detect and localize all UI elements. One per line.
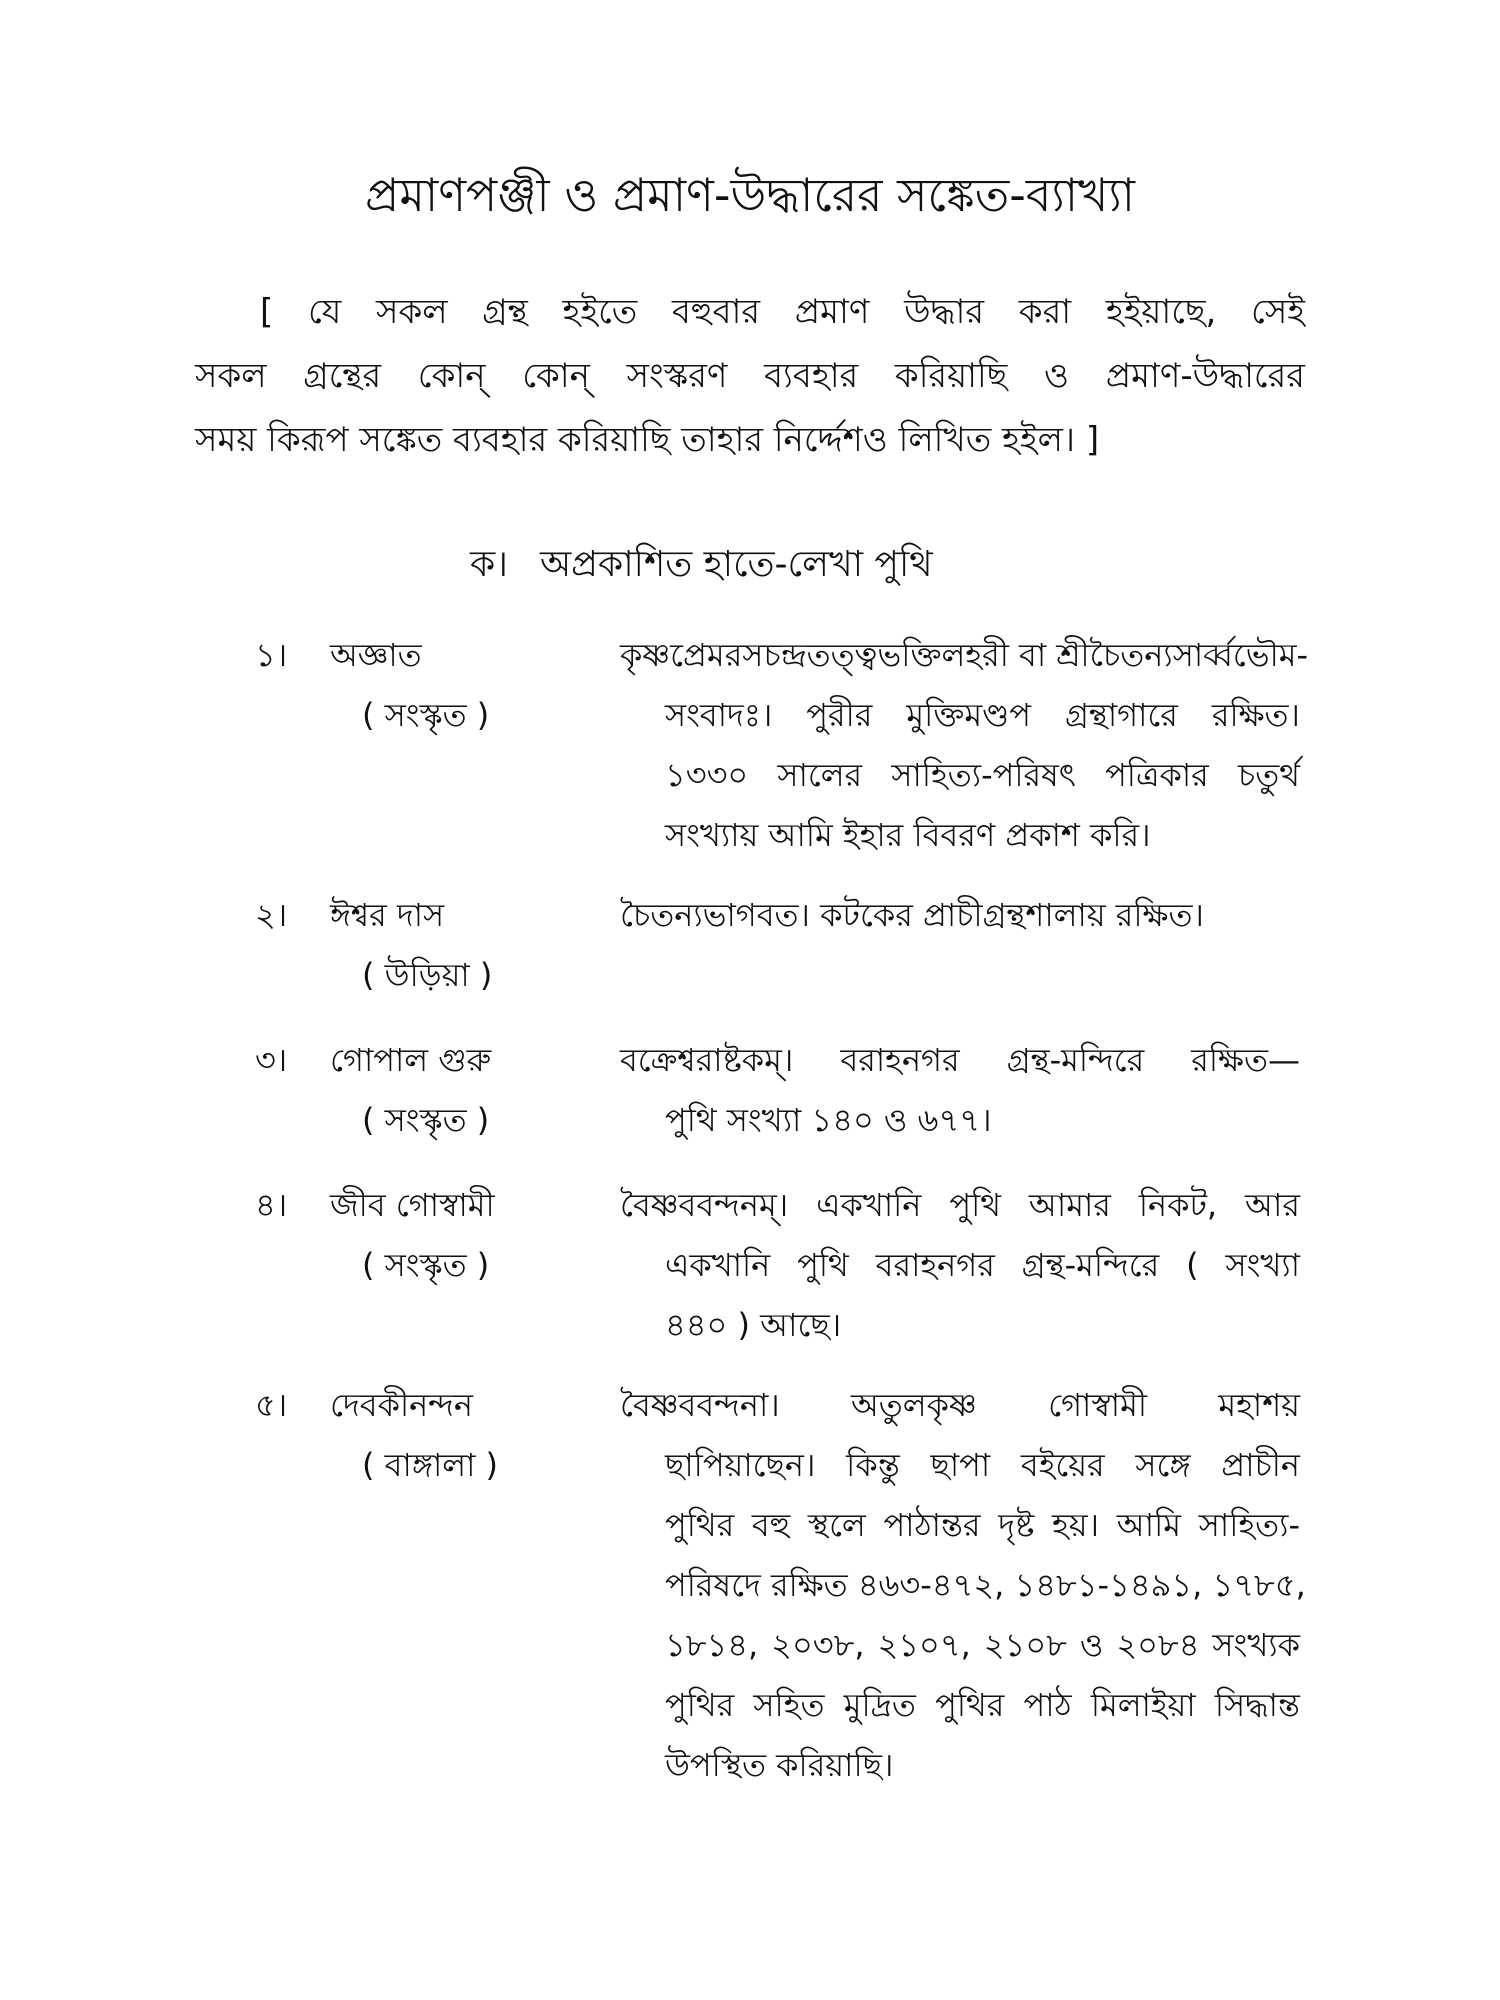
intro-line: সময় কিরূপ সঙ্কেত ব্যবহার করিয়াছি তাহার নির্দ্দেশও লিখিত হইল। ] <box>195 420 1100 460</box>
section-heading-text: অপ্রকাশিত হাতে-লেখা পুথি <box>540 544 933 585</box>
intro-line: সকল গ্রন্থের কোন্ কোন্ সংস্করণ ব্যবহার করিয়াছি ও প্রমাণ-উদ্ধারের <box>195 356 1305 396</box>
description-line: পুথির বহু স্থলে পাঠান্তর দৃষ্ট হয়। আমি সাহিত্য- <box>665 1506 1300 1544</box>
entry-number: ৪। <box>255 1186 288 1224</box>
intro-line: [ যে সকল গ্রন্থ হইতে বহুবার প্রমাণ উদ্ধার করা হইয়াছে, সেই <box>260 292 1305 332</box>
description-line: ১৩৩০ সালের সাহিত্য-পরিষৎ পত্রিকার চতুর্থ <box>665 756 1300 794</box>
entry-number: ১। <box>255 636 288 674</box>
entry-number: ৩। <box>255 1041 288 1079</box>
entry-language: ( উড়িয়া ) <box>362 956 493 994</box>
entry-number: ২। <box>255 896 288 934</box>
description-line: কৃষ্ণপ্রেমরসচন্দ্রতত্ত্বভক্তিলহরী বা শ্রীচৈতন্যসার্ব্বভৌম- <box>620 636 1309 674</box>
description-line: ছাপিয়াছেন। কিন্তু ছাপা বইয়ের সঙ্গে প্রাচীন <box>665 1446 1300 1484</box>
entry-author: ঈশ্বর দাস <box>330 896 445 934</box>
description-line: চৈতন্যভাগবত। কটকের প্রাচীগ্রন্থশালায় রক্ষিত। <box>620 896 1204 934</box>
description-line: সংখ্যায় আমি ইহার বিবরণ প্রকাশ করি। <box>665 816 1151 854</box>
entry-description <box>620 625 1309 865</box>
section-marker: ক। <box>470 544 509 585</box>
description-line: একখানি পুথি বরাহনগর গ্রন্থ-মন্দিরে ( সংখ্যা <box>665 1246 1300 1284</box>
description-line: বৈষ্ণববন্দনম্। একখানি পুথি আমার নিকট, আর <box>620 1186 1300 1224</box>
description-line: পুথির সহিত মুদ্রিত পুথির পাঠ মিলাইয়া সিদ্ধান্ত <box>665 1686 1300 1724</box>
entry-author: জীব গোস্বামী <box>330 1186 495 1224</box>
description-line: পরিষদে রক্ষিত ৪৬৩-৪৭২, ১৪৮১-১৪৯১, ১৭৮৫, <box>665 1566 1306 1604</box>
entry-language: ( সংস্কৃত ) <box>362 1101 490 1139</box>
entry-description <box>620 1030 1300 1150</box>
page-title: প্রমাণপঞ্জী ও প্রমাণ-উদ্ধারের সঙ্কেত-ব্যাখ্যা <box>365 168 1135 222</box>
description-line: সংবাদঃ। পুরীর মুক্তিমণ্ডপ গ্রন্থাগারে রক্ষিত। <box>665 696 1300 734</box>
entry-description <box>620 1375 1306 1795</box>
entry-language: ( সংস্কৃত ) <box>362 696 490 734</box>
intro-paragraph <box>195 280 1305 472</box>
entry-author: দেবকীনন্দন <box>330 1386 474 1424</box>
entry-number: ৫। <box>255 1386 288 1424</box>
entry-description <box>620 885 1300 945</box>
description-line: বৈষ্ণববন্দনা। অতুলকৃষ্ণ গোস্বামী মহাশয় <box>620 1386 1300 1424</box>
entry-author: অজ্ঞাত <box>330 636 422 674</box>
section-heading <box>470 540 933 590</box>
description-line: বক্রেশ্বরাষ্টকম্। বরাহনগর গ্রন্থ-মন্দিরে রক্ষিত— <box>620 1041 1300 1079</box>
description-line: ১৮১৪, ২০৩৮, ২১০৭, ২১০৮ ও ২০৮৪ সংখ্যক <box>665 1626 1300 1664</box>
entry-language: ( সংস্কৃত ) <box>362 1246 490 1284</box>
entry-description <box>620 1175 1300 1355</box>
description-line: পুথি সংখ্যা ১৪০ ও ৬৭৭। <box>665 1101 992 1139</box>
entry-author: গোপাল গুরু <box>330 1041 492 1079</box>
entry-language: ( বাঙ্গালা ) <box>362 1446 499 1484</box>
description-line: উপস্থিত করিয়াছি। <box>665 1746 894 1784</box>
description-line: ৪৪০ ) আছে। <box>665 1306 842 1344</box>
